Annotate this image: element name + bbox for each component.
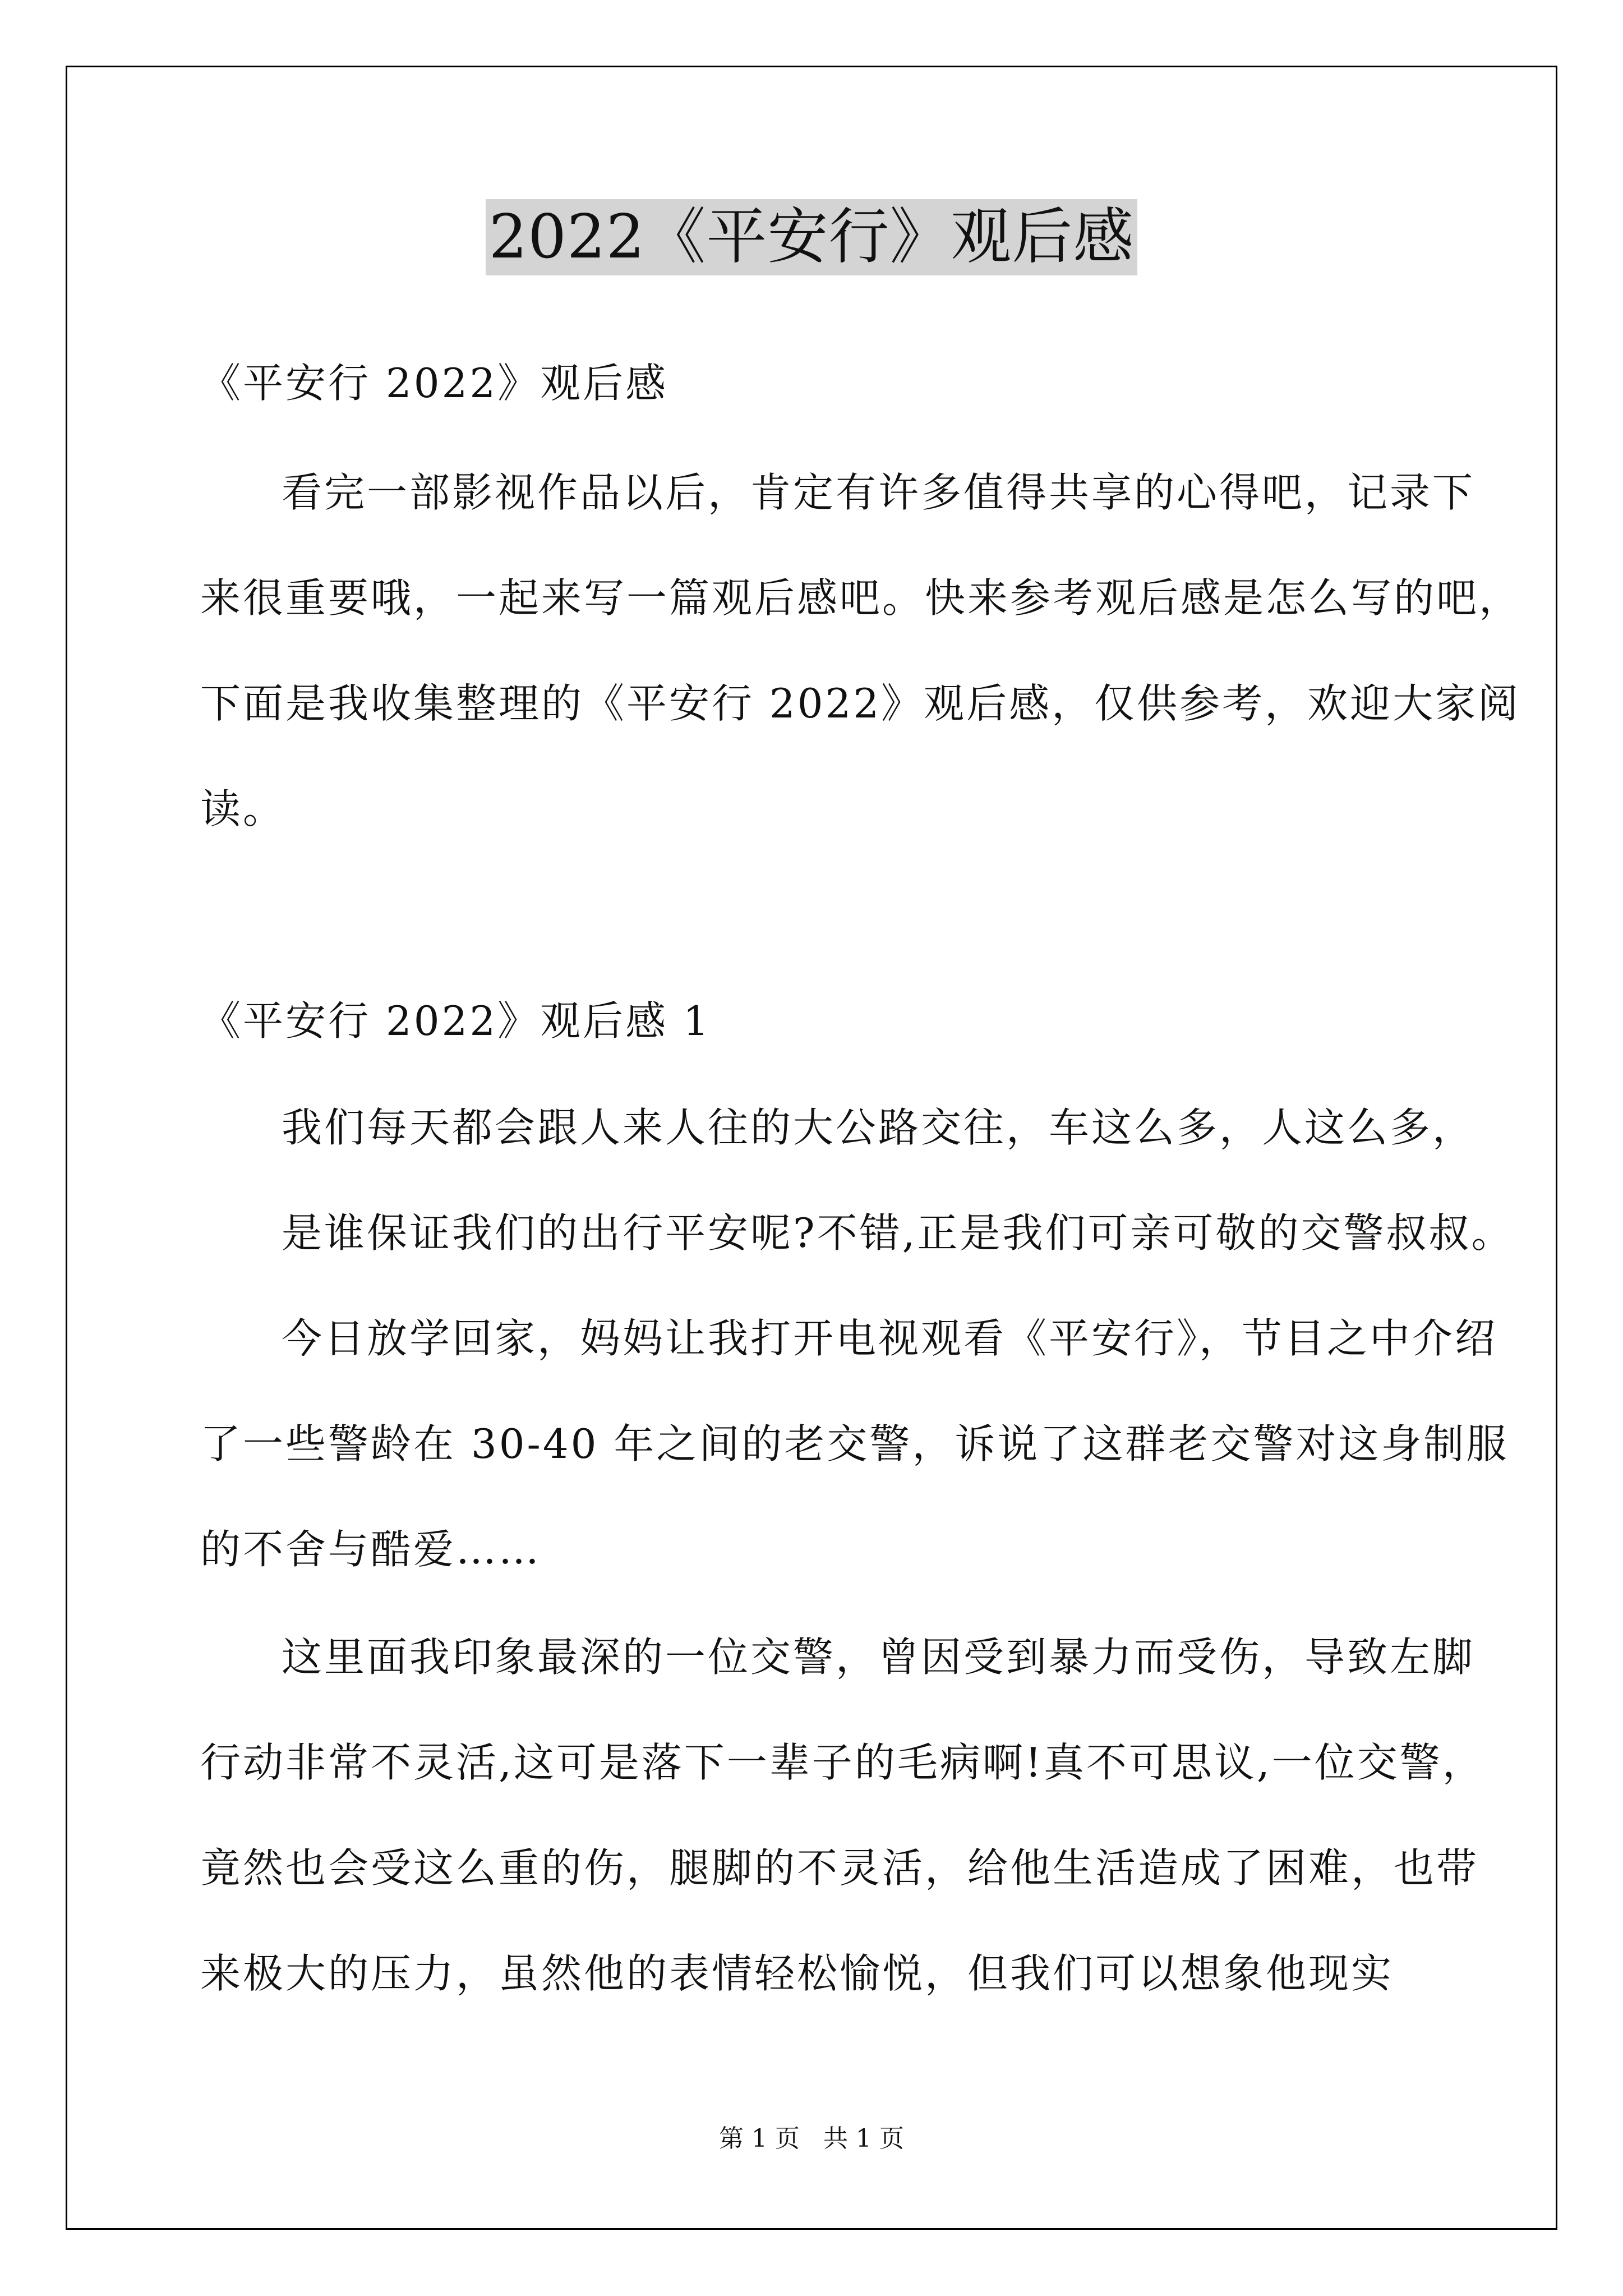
- paragraph-line: 来很重要哦，一起来写一篇观后感吧。快来参考观后感是怎么写的吧，: [200, 574, 1522, 622]
- paragraph-line: 读。: [200, 785, 286, 832]
- paragraph-line: 这里面我印象最深的一位交警，曾因受到暴力而受伤，导致左脚: [282, 1634, 1476, 1681]
- paragraph-line: 下面是我收集整理的《平安行 2022》观后感，仅供参考，欢迎大家阅: [200, 680, 1521, 727]
- paragraph-line: 的不舍与酷爱……: [200, 1526, 542, 1573]
- section-heading: 《平安行 2022》观后感 1: [200, 997, 711, 1045]
- paragraph-line: 竟然也会受这么重的伤，腿脚的不灵活，给他生活造成了困难，也带: [200, 1844, 1479, 1892]
- subtitle: 《平安行 2022》观后感: [200, 360, 668, 407]
- paragraph-line: 了一些警龄在 30-40 年之间的老交警，诉说了这群老交警对这身制服: [200, 1420, 1509, 1467]
- page-number: 第 1 页 共 1 页: [719, 2124, 904, 2153]
- paragraph-line: 看完一部影视作品以后，肯定有许多值得共享的心得吧，记录下: [282, 469, 1476, 516]
- paragraph-line: 行动非常不灵活,这可是落下一辈子的毛病啊!真不可思议,一位交警，: [200, 1739, 1485, 1786]
- document-title: 2022《平安行》观后感: [486, 199, 1138, 275]
- paragraph-line: 来极大的压力，虽然他的表情轻松愉悦，但我们可以想象他现实: [200, 1950, 1394, 1997]
- paragraph-line: 我们每天都会跟人来人往的大公路交往，车这么多，人这么多，: [282, 1104, 1476, 1151]
- paragraph-line: 今日放学回家，妈妈让我打开电视观看《平安行》，节目之中介绍: [282, 1315, 1498, 1362]
- paragraph-line: 是谁保证我们的出行平安呢?不错,正是我们可亲可敬的交警叔叔。: [282, 1209, 1514, 1257]
- document-title-wrap: [0, 199, 1623, 275]
